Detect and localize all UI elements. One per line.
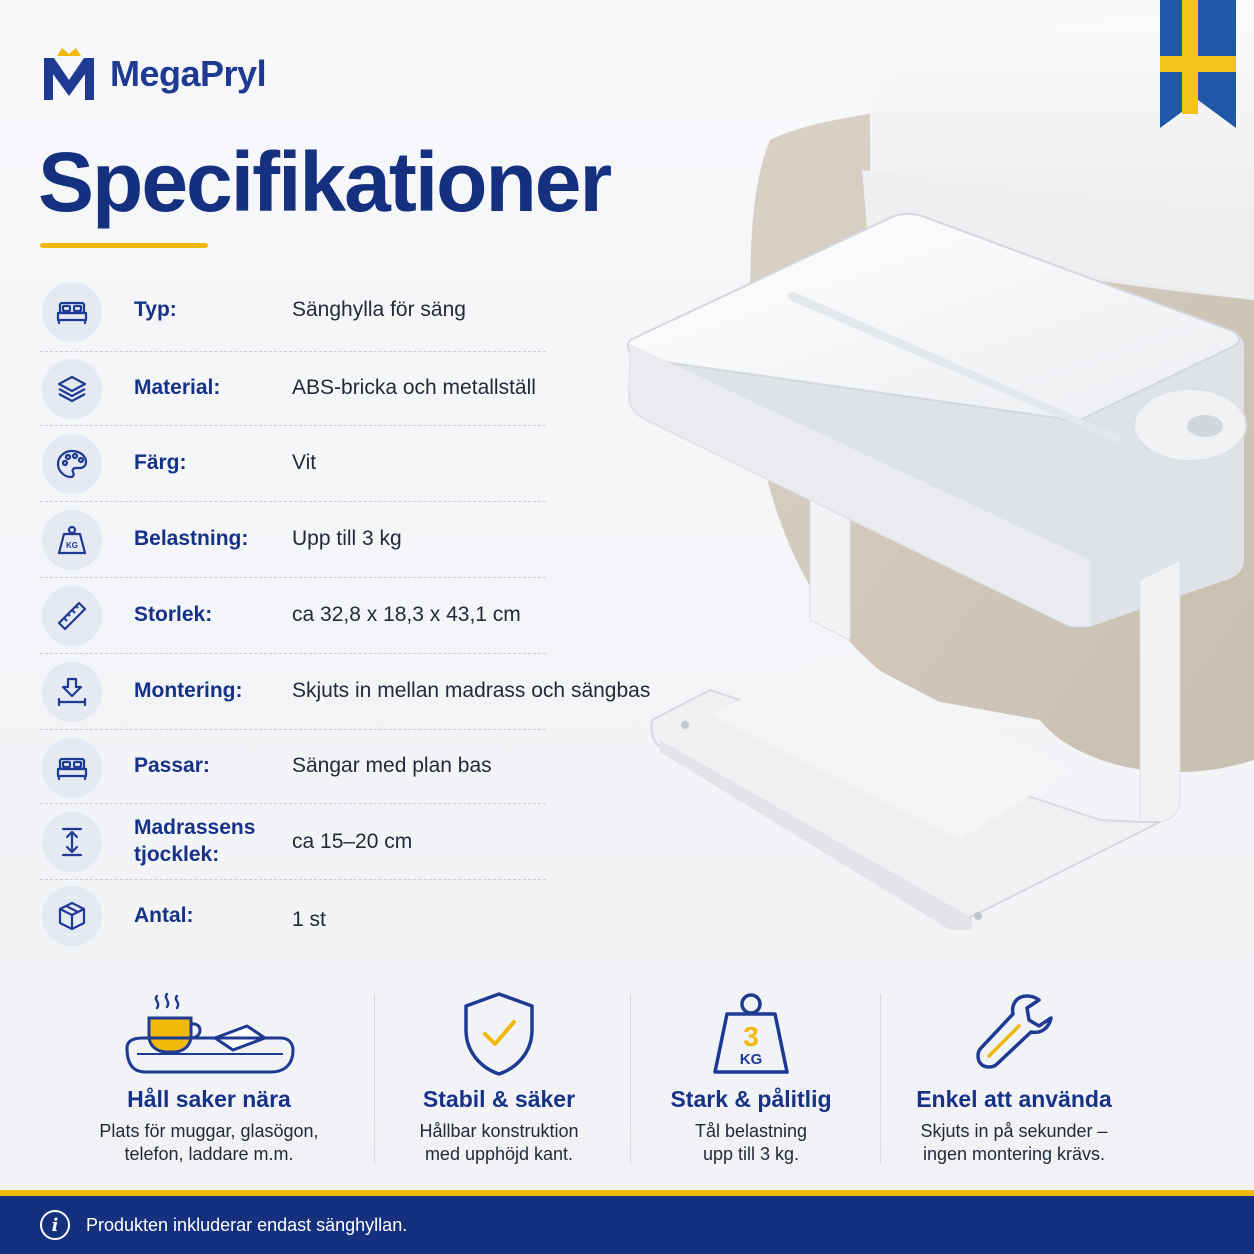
- feature-desc-line: Hållbar konstruktion: [419, 1121, 579, 1141]
- spec-value: ca 32,8 x 18,3 x 43,1 cm: [292, 603, 521, 626]
- weight-unit: KG: [739, 1051, 763, 1068]
- spec-row-mounting: [40, 654, 651, 730]
- spec-label: Antal:: [134, 904, 194, 927]
- spec-value: ABS-bricka och metallställ: [292, 376, 536, 399]
- weight-3kg-icon: [709, 990, 793, 1080]
- swedish-flag-icon: [1160, 0, 1236, 128]
- spec-label: Montering:: [134, 679, 243, 702]
- spec-label: Belastning:: [134, 527, 249, 550]
- feature-desc-line: upp till 3 kg.: [702, 1144, 800, 1164]
- shield-check-icon: [460, 990, 538, 1078]
- spec-label: Material:: [134, 376, 221, 399]
- feature-desc-line: Skjuts in på sekunder –: [920, 1121, 1108, 1141]
- feature-title: Stark & pålitlig: [670, 1086, 832, 1112]
- tray-cup-phone-icon: [121, 988, 297, 1080]
- brand-logo: [40, 42, 300, 106]
- feature-strong-reliable: [626, 986, 876, 1176]
- spec-row-type: [40, 272, 546, 352]
- spec-value: 1 st: [292, 908, 326, 931]
- thickness-icon: [42, 812, 102, 872]
- spec-row-fits: [40, 730, 546, 804]
- feature-easy-use: [888, 986, 1140, 1176]
- feature-description: [374, 1120, 624, 1166]
- info-icon: i: [40, 1210, 70, 1240]
- feature-desc-line: Tål belastning: [694, 1121, 808, 1141]
- feature-description: [888, 1120, 1140, 1166]
- spec-value: Upp till 3 kg: [292, 527, 402, 550]
- spec-list: [40, 272, 651, 956]
- feature-strip: [84, 986, 1254, 1176]
- feature-title: Stabil & säker: [422, 1086, 576, 1112]
- spec-row-thickness: [40, 804, 546, 880]
- ruler-icon: [42, 586, 102, 646]
- spec-label: Passar:: [134, 754, 210, 777]
- box-icon: [42, 886, 102, 946]
- feature-title: Håll saker nära: [127, 1086, 291, 1112]
- feature-title: Enkel att använda: [916, 1086, 1112, 1112]
- feature-divider: [880, 994, 881, 1164]
- palette-icon: [42, 434, 102, 494]
- bed-icon: [42, 282, 102, 342]
- spec-value: Skjuts in mellan madrass och sängbas: [292, 679, 651, 702]
- spec-value: Sängar med plan bas: [292, 754, 492, 777]
- feature-description: [84, 1120, 334, 1166]
- spec-value: ca 15–20 cm: [292, 830, 413, 853]
- footer-text: Produkten inkluderar endast sänghyllan.: [86, 1214, 408, 1235]
- feature-description: [626, 1120, 876, 1166]
- brand-name: MegaPryl: [110, 53, 267, 94]
- feature-desc-line: med upphöjd kant.: [424, 1144, 574, 1164]
- feature-desc-line: ingen montering krävs.: [922, 1144, 1106, 1164]
- feature-desc-line: telefon, laddare m.m.: [124, 1144, 294, 1164]
- spec-label: Färg:: [134, 451, 187, 474]
- bed-icon: [42, 738, 102, 798]
- page-title: Specifikationer: [38, 135, 611, 229]
- feature-stable-safe: [374, 986, 624, 1176]
- spec-row-color: [40, 426, 546, 502]
- spec-row-size: [40, 578, 546, 654]
- layers-icon: [42, 359, 102, 419]
- install-icon: [42, 662, 102, 722]
- svg-text:KG: KG: [66, 541, 78, 550]
- spec-row-material: [40, 352, 546, 426]
- weight-number: 3: [743, 1021, 759, 1052]
- spec-label: Madrassens tjocklek:: [134, 816, 256, 866]
- footer-note: [0, 1196, 1254, 1254]
- spec-value: Sänghylla för säng: [292, 298, 466, 321]
- spec-row-quantity: [40, 880, 546, 956]
- bedside-shelf-product-image: [600, 0, 1254, 980]
- feature-keep-close: [84, 986, 334, 1176]
- spec-row-load: [40, 502, 546, 578]
- spec-label: Storlek:: [134, 603, 213, 626]
- title-underline: [40, 243, 208, 248]
- crown-m-logo-icon: [40, 44, 98, 104]
- spec-label: Typ:: [134, 298, 177, 321]
- feature-desc-line: Plats för muggar, glasögon,: [99, 1121, 319, 1141]
- spec-value: Vit: [292, 451, 317, 474]
- weight-kg-icon: [42, 510, 102, 570]
- wrench-icon: [971, 990, 1057, 1076]
